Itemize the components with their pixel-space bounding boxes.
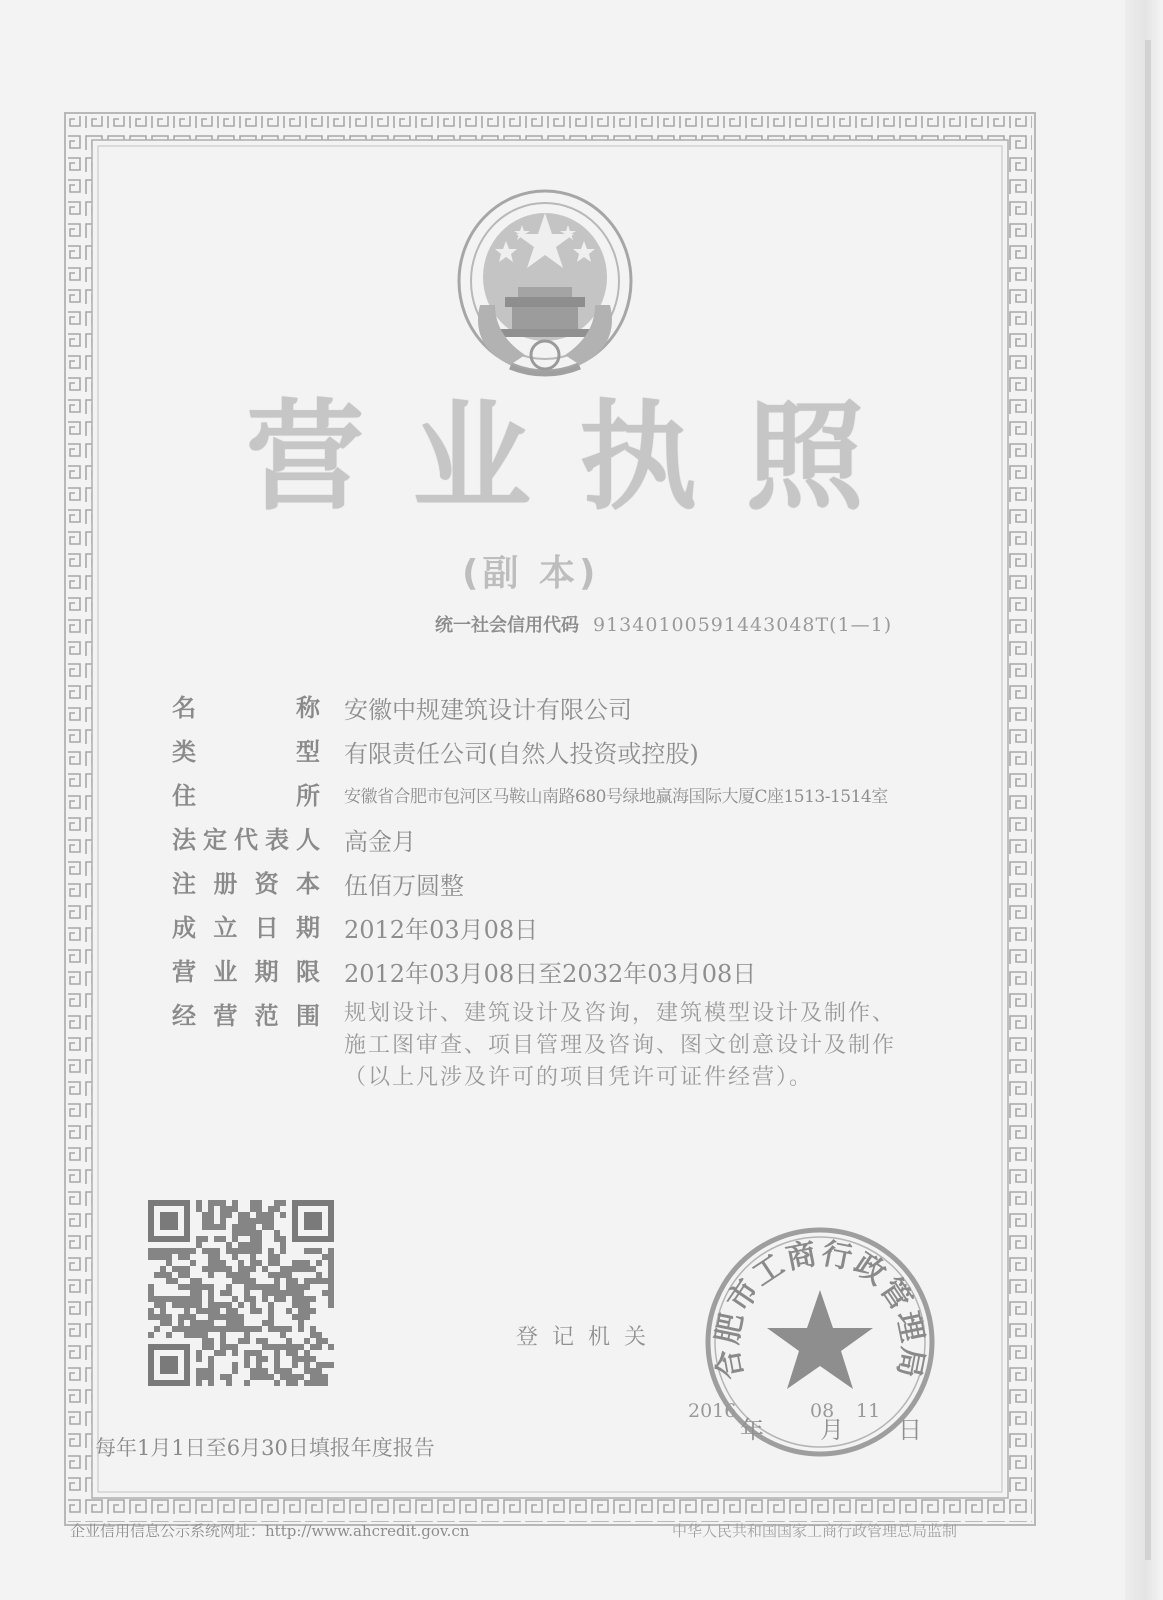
annual-report-note: 每年1月1日至6月30日填报年度报告: [95, 1436, 435, 1460]
field-value: 安徽省合肥市包河区马鞍山南路680号绿地赢海国际大厦C座1513-1514室: [344, 787, 888, 807]
issue-month: 08: [810, 1400, 835, 1422]
field-label: 住 所: [172, 782, 320, 810]
footer-supervisor: 中华人民共和国国家工商行政管理总局监制: [672, 1522, 958, 1540]
field-value: 伍佰万圆整: [344, 872, 464, 900]
field-legal-representative: [172, 820, 972, 864]
field-value: 有限责任公司(自然人投资或控股): [344, 740, 699, 768]
national-emblem: [450, 185, 640, 380]
field-label: 营 业 期 限: [172, 958, 320, 986]
registration-authority-label: 登记机关: [516, 1325, 661, 1350]
field-label: 类 型: [172, 738, 320, 766]
issue-day-char: 日: [898, 1416, 922, 1444]
issue-day: 11: [856, 1400, 881, 1422]
field-label: 名 称: [172, 694, 320, 722]
field-value: 2012年03月08日至2032年03月08日: [344, 960, 757, 988]
qr-code[interactable]: [148, 1200, 334, 1386]
field-establishment-date: [172, 908, 972, 952]
business-scope-text: [344, 998, 964, 1094]
issue-year: 2016: [688, 1400, 737, 1422]
field-label: 成 立 日 期: [172, 914, 320, 942]
field-type: [172, 732, 972, 776]
issue-year-char: 年: [740, 1416, 764, 1444]
credit-code-row: [435, 611, 892, 637]
field-name: [172, 688, 972, 732]
field-business-term: [172, 952, 972, 996]
title-char: 营: [245, 388, 364, 526]
scope-line: 规划设计、建筑设计及咨询，建筑模型设计及制作、: [344, 1001, 897, 1026]
scan-edge: [1123, 0, 1163, 1600]
field-label: 经 营 范 围: [172, 1002, 320, 1030]
scope-line: （以上凡涉及许可的项目凭许可证件经营）。: [344, 1065, 814, 1090]
issue-month-char: 月: [820, 1416, 844, 1444]
field-registered-capital: [172, 864, 972, 908]
seal-text: 合肥市工商行政管理局: [709, 1236, 931, 1383]
field-label: 注 册 资 本: [172, 870, 320, 898]
credit-code-value: 91340100591443048T(1—1): [593, 614, 893, 636]
document-title: [235, 388, 875, 526]
title-char: 业: [412, 388, 531, 526]
field-label: 法 定 代 表 人: [172, 826, 320, 854]
footer-website: 企业信用信息公示系统网址：http://www.ahcredit.gov.cn: [70, 1522, 470, 1540]
field-value: 安徽中规建筑设计有限公司: [344, 696, 632, 724]
document-subtitle: (副 本): [462, 553, 600, 594]
credit-code-label: 统一社会信用代码: [435, 615, 579, 636]
field-value: 高金月: [344, 828, 416, 856]
scope-line: 施工图审查、项目管理及咨询、图文创意设计及制作: [344, 1033, 897, 1058]
field-address: [172, 776, 972, 820]
title-char: 照: [745, 388, 864, 526]
field-value: 2012年03月08日: [344, 916, 539, 944]
field-business-scope: [172, 996, 972, 1106]
title-char: 执: [579, 388, 698, 526]
